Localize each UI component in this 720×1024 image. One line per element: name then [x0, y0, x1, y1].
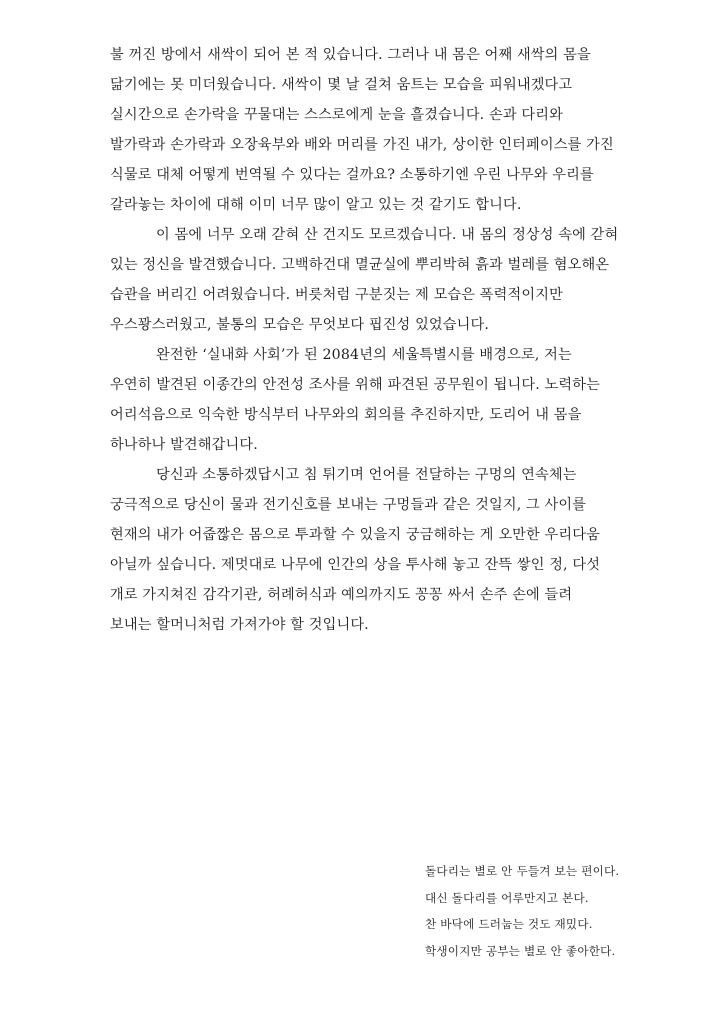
body-text-line: 궁극적으로 당신이 물과 전기신호를 보내는 구멍들과 같은 것일지, 그 사이를 — [110, 497, 587, 513]
body-text-line: 아닐까 싶습니다. 제멋대로 나무에 인간의 상을 투사해 놓고 잔뜩 쌓인 정, 다섯 — [110, 557, 601, 573]
body-text-line: 보내는 할머니처럼 가져가야 할 것입니다. — [110, 617, 369, 633]
body-text-line: 식물로 대체 어떻게 번역될 수 있다는 걸까요? 소통하기엔 우린 나무와 우리를 — [110, 167, 594, 183]
body-text-line: 완전한 ‘실내화 사회’가 된 2084년의 세울특별시를 배경으로, 저는 — [156, 347, 572, 363]
body-text-line: 당신과 소통하겠답시고 침 튀기며 언어를 전달하는 구멍의 연속체는 — [156, 467, 577, 483]
body-text-line: 하나하나 발견해갑니다. — [110, 437, 258, 453]
body-text-line: 개로 가지쳐진 감각기관, 허례허식과 예의까지도 꽁꽁 싸서 손주 손에 들려 — [110, 587, 573, 603]
note-line: 학생이지만 공부는 별로 안 좋아한다. — [425, 943, 616, 958]
body-text-line: 우스꽝스러웠고, 불통의 모습은 무엇보다 핍진성 있었습니다. — [110, 317, 489, 333]
body-text-line: 닮기에는 못 미더웠습니다. 새싹이 몇 날 걸쳐 움트는 모습을 피워내겠다고 — [110, 77, 573, 93]
author-notes — [425, 858, 705, 964]
note-line: 찬 바닥에 드러눕는 것도 재밌다. — [425, 917, 593, 931]
body-text-line: 갈라놓는 차이에 대해 이미 너무 많이 알고 있는 것 같기도 합니다. — [110, 197, 522, 213]
body-text-line: 우연히 발견된 이종간의 안전성 조사를 위해 파견된 공무원이 됩니다. 노력하는 — [110, 377, 600, 393]
body-text-line: 이 몸에 너무 오래 갇혀 산 건지도 모르겠습니다. 내 몸의 정상성 속에 갇혀 — [156, 227, 619, 243]
note-line: 대신 돌다리를 어루만지고 본다. — [425, 890, 589, 905]
body-text-line: 어리석음으로 익숙한 방식부터 나무와의 회의를 추진하지만, 도리어 내 몸을 — [110, 407, 582, 423]
body-text-line: 있는 정신을 발견했습니다. 고백하건대 멸균실에 뿌리박혀 흙과 벌레를 혐오해온 — [110, 257, 610, 273]
body-text-line: 습관을 버리긴 어려웠습니다. 버릇처럼 구분짓는 제 모습은 폭력적이지만 — [110, 287, 563, 303]
note-line: 돌다리는 별로 안 두들겨 보는 편이다. — [425, 864, 620, 878]
body-text-line: 불 꺼진 방에서 새싹이 되어 본 적 있습니다. 그러나 내 몸은 어째 새싹의 몸을 — [110, 47, 591, 63]
body-text-line: 실시간으로 손가락을 꾸물대는 스스로에게 눈을 흘겼습니다. 손과 다리와 — [110, 107, 563, 123]
body-text-line: 발가락과 손가락과 오장육부와 배와 머리를 가진 내가, 상이한 인터페이스를 가진 — [110, 137, 614, 153]
body-text-line: 현재의 내가 어줍짢은 몸으로 투과할 수 있을지 궁금해하는 게 오만한 우리다움 — [110, 527, 600, 543]
body-text — [110, 40, 708, 640]
